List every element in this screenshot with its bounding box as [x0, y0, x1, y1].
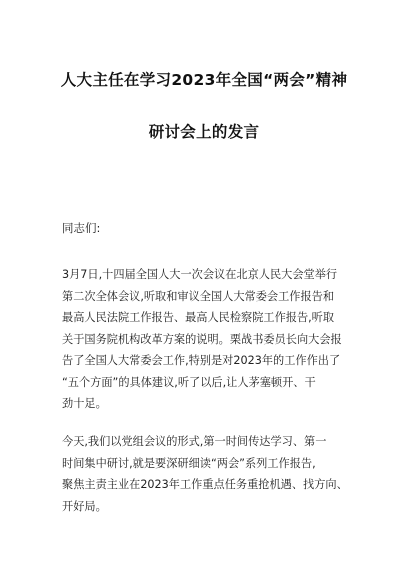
paragraph-1-line: 最高人民法院工作报告、最高人民检察院工作报告,听取	[62, 311, 335, 324]
paragraph-1-line: 第二次全体会议,听取和审议全国人大常委会工作报告和	[62, 289, 335, 303]
paragraph-1-line: “五个方面”的具体建议,听了以后,让人茅塞顿开、干	[62, 375, 316, 389]
paragraph-1-line: 告了全国人大常委会工作,特别是对2023年的工作作出了	[62, 354, 341, 367]
paragraph-1-line: 3月7日,十四届全国人大一次会议在北京人民大会堂举行	[62, 268, 338, 281]
paragraph-2-line: 聚焦主责主业在2023年工作重点任务重抢机遇、找方向、	[62, 478, 348, 491]
document-title-line-2: 研讨会上的发言	[148, 123, 260, 141]
paragraph-2-line: 开好局。	[62, 499, 107, 513]
paragraph-1-line: 劲十足。	[62, 397, 107, 410]
paragraph-1-line: 关于国务院机构改革方案的说明。栗战书委员长向大会报	[62, 332, 342, 346]
paragraph-2-line: 时间集中研讨,就是要深研细读“两会”系列工作报告,	[62, 456, 316, 470]
paragraph-1	[62, 264, 350, 415]
document-title-line-1: 人大主任在学习2023年全国“两会”精神	[60, 71, 348, 89]
paragraph-2-line: 今天,我们以党组会议的形式,第一时间传达学习、第一	[62, 435, 327, 448]
greeting: 同志们:	[62, 221, 101, 235]
paragraph-2	[62, 431, 350, 517]
